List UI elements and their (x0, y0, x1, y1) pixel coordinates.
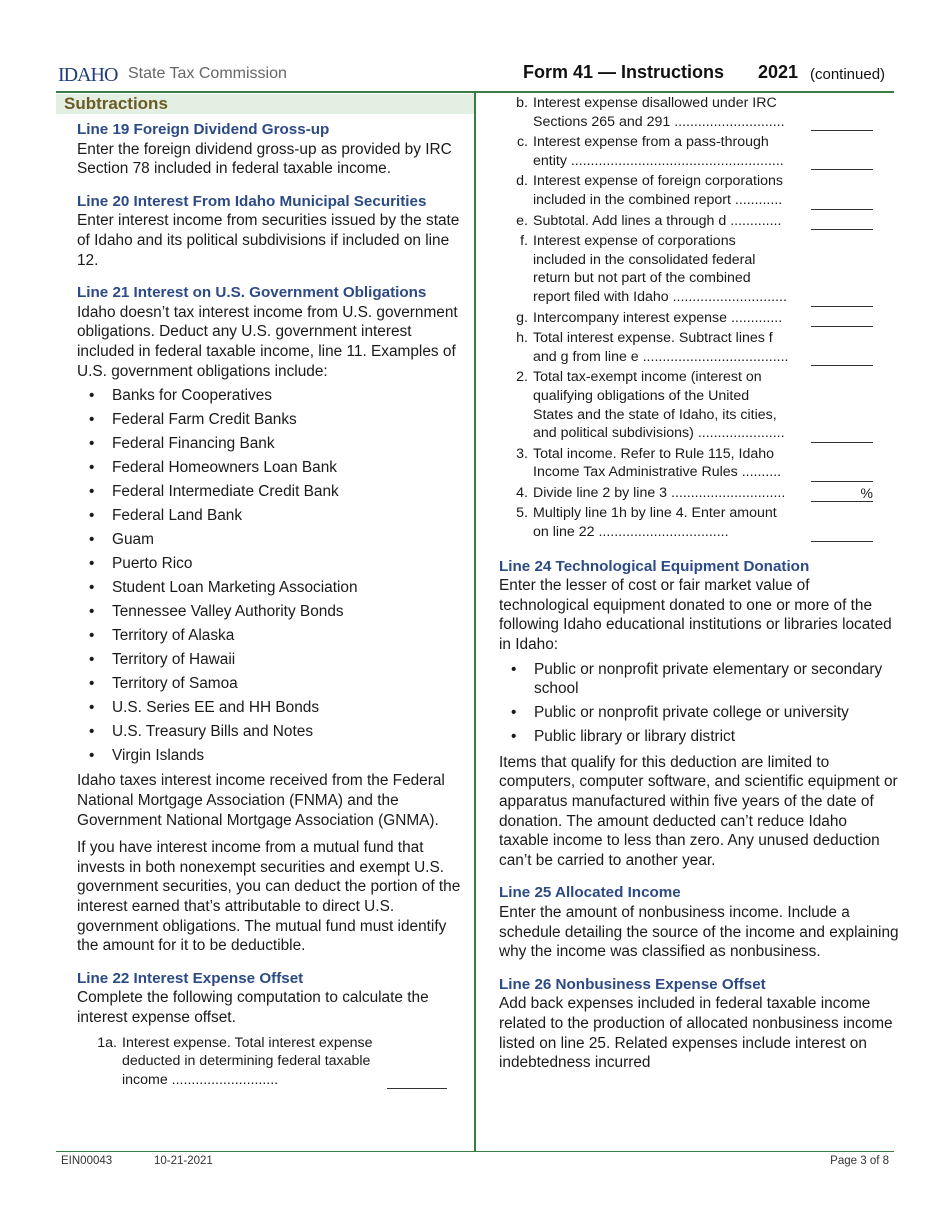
line25-heading: Line 25 Allocated Income (499, 884, 681, 902)
line19-heading: Line 19 Foreign Dividend Gross-up (77, 121, 330, 138)
calc-text: Total tax-exempt income (interest on qualifying obligations of the United States and the state of Idaho, its cities, and political subdivisions) ...................... (533, 369, 785, 442)
line21-heading: Line 21 Interest on U.S. Government Obligations (77, 284, 427, 302)
line24-heading: Line 24 Technological Equipment Donation (499, 557, 810, 575)
amount-field[interactable] (387, 1072, 447, 1089)
amount-field[interactable] (811, 290, 873, 307)
calc-text: Interest expense disallowed under IRC Sections 265 and 291 ............................ (533, 95, 785, 130)
form-id: EIN00043 (61, 1155, 113, 1167)
calc-label: d. (516, 173, 528, 190)
line24-intro: Enter the lesser of cost or fair market value of technological equipment donated to one or more of the following Idaho educational institutions or libraries located in Idaho: (499, 577, 892, 654)
calc-text: Interest expense of foreign corporations included in the combined report ............ (533, 173, 784, 208)
calc-label: 3. (516, 445, 528, 462)
calc-label: h. (516, 330, 528, 347)
line22-heading: Line 22 Interest Expense Offset (77, 969, 304, 987)
calc-text: Subtotal. Add lines a through d ............. (533, 212, 782, 229)
calc-row (488, 368, 899, 442)
line21-mutual-fund-paragraph: If you have interest income from a mutual fund that invests in both nonexempt securities and exempt U.S. government securities, you can deduct the portion of the interest earned that’s attributable to direct U.S. government obligations. The mutual fund must identify the amount for it to be deductible. (77, 839, 461, 955)
column-divider (474, 92, 476, 1152)
footer-divider (56, 1151, 894, 1152)
calc-label: c. (516, 134, 528, 151)
amount-field[interactable] (811, 193, 873, 210)
calc-row (488, 504, 899, 541)
idaho-logo: IDAHO (58, 64, 118, 86)
calc-label: 2. (516, 369, 528, 386)
calc-text: Interest expense of corporations included in the consolidated federal return but not part of the combined report filed with Idaho ............................. (533, 233, 787, 305)
interest-expense-computation (488, 94, 899, 542)
line25-body: Enter the amount of nonbusiness income. Include a schedule detailing the source of the income and explaining why the income was classified as nonbusiness. (499, 903, 899, 961)
line21-fnma-paragraph: Idaho taxes interest income received from the Federal National Mortgage Association (FNMA) and the Government National Mortgage Association (GNMA). (77, 772, 445, 829)
line26-heading: Line 26 Nonbusiness Expense Offset (499, 975, 766, 993)
line19-body: Enter the foreign dividend gross-up as provided by IRC Section 78 included in federal taxable income. (77, 140, 452, 178)
calc-text: Divide line 2 by line 3 ............................. (533, 484, 786, 501)
revision-date: 10-21-2021 (154, 1155, 213, 1167)
list-item: • Student Loan Marketing Association (77, 578, 462, 598)
calc-row (488, 445, 899, 482)
calc-text: Interest expense. Total interest expense deducted in determining federal taxable income ........................... (122, 1034, 373, 1088)
amount-field[interactable] (811, 114, 873, 131)
list-item: • Federal Land Bank (77, 506, 462, 526)
list-item: • Puerto Rico (77, 554, 462, 574)
calc-row (488, 484, 899, 503)
list-item: • Virgin Islands (77, 746, 462, 766)
right-column (499, 94, 899, 1073)
calc-text: Intercompany interest expense ............. (533, 309, 783, 326)
calc-row (488, 133, 899, 170)
list-item: • Federal Financing Bank (77, 434, 462, 454)
tax-year: 2021 (758, 62, 799, 82)
calc-row (488, 329, 899, 366)
section-title: Subtractions (64, 94, 168, 113)
percent-field[interactable]: % (811, 485, 873, 502)
continued-label: (continued) (810, 66, 886, 83)
line20-heading: Line 20 Interest From Idaho Municipal Securities (77, 192, 427, 210)
calc-label: g. (516, 309, 528, 326)
list-item: • Guam (77, 530, 462, 550)
amount-field[interactable] (811, 153, 873, 170)
line26-body: Add back expenses included in federal taxable income related to the production of allocated nonbusiness income listed on line 25. Related expenses include interest on indebtedness incurred (499, 995, 893, 1072)
list-item: • U.S. Series EE and HH Bonds (77, 698, 462, 718)
calc-label: e. (516, 212, 528, 229)
calc-row (488, 232, 899, 306)
amount-field[interactable] (811, 349, 873, 366)
calc-text: Total income. Refer to Rule 115, Idaho Income Tax Administrative Rules .......... (533, 445, 782, 481)
list-item: • Federal Farm Credit Banks (77, 410, 462, 430)
list-item: • Territory of Hawaii (77, 650, 462, 670)
amount-field[interactable] (811, 213, 873, 230)
calc-row-1a (77, 1034, 462, 1090)
calc-row (488, 212, 899, 231)
us-obligations-list (77, 386, 462, 765)
line20-body: Enter interest income from securities issued by the state of Idaho and its political subdivisions if included on line 12. (77, 212, 460, 269)
line22-body: Complete the following computation to calculate the interest expense offset. (77, 989, 429, 1027)
calc-label: 4. (516, 484, 528, 501)
list-item: • Tennessee Valley Authority Bonds (77, 602, 462, 622)
institution-list (499, 660, 899, 747)
list-item: • Public library or library district (499, 727, 899, 747)
list-item: • Banks for Cooperatives (77, 386, 462, 406)
calc-label: b. (516, 95, 528, 111)
calc-row (488, 94, 899, 131)
list-item: • Federal Intermediate Credit Bank (77, 482, 462, 502)
left-column (77, 94, 462, 1089)
amount-field[interactable] (811, 310, 873, 327)
calc-row (488, 309, 899, 328)
calc-text: Interest expense from a pass-through entity ...................................................... (533, 134, 784, 169)
list-item: • Public or nonprofit private elementary or secondary school (499, 660, 899, 699)
amount-field[interactable] (811, 465, 873, 482)
list-item: • U.S. Treasury Bills and Notes (77, 722, 462, 742)
calc-label: 1a. (97, 1034, 117, 1051)
calc-text: Multiply line 1h by line 4. Enter amount on line 22 ................................. (533, 505, 777, 541)
agency-name: State Tax Commission (128, 65, 287, 82)
page-header (58, 58, 888, 90)
page-number: Page 3 of 8 (830, 1155, 889, 1167)
list-item: • Federal Homeowners Loan Bank (77, 458, 462, 478)
line21-intro: Idaho doesn’t tax interest income from U.S. government obligations. Deduct any U.S. government interest included in federal taxable income, line 11. Examples of U.S. government obligations include: (77, 303, 458, 380)
list-item: • Territory of Samoa (77, 674, 462, 694)
calc-label: f. (520, 233, 528, 250)
line24-qualifying-items: Items that qualify for this deduction are limited to computers, computer software, and scientific equipment or apparatus manufactured within five years of the date of donation. The amount deducted can’t reduce Idaho taxable income to less than zero. Any unused deduction can’t be carried to another year. (499, 753, 898, 869)
calc-text: Total interest expense. Subtract lines f and g from line e ..................................... (533, 330, 789, 365)
list-item: • Public or nonprofit private college or university (499, 703, 899, 723)
form-title: Form 41 — Instructions (523, 62, 725, 82)
calc-row (488, 172, 899, 209)
amount-field[interactable] (811, 426, 873, 443)
calc-label: 5. (516, 505, 528, 522)
list-item: • Territory of Alaska (77, 626, 462, 646)
amount-field[interactable] (811, 525, 873, 542)
